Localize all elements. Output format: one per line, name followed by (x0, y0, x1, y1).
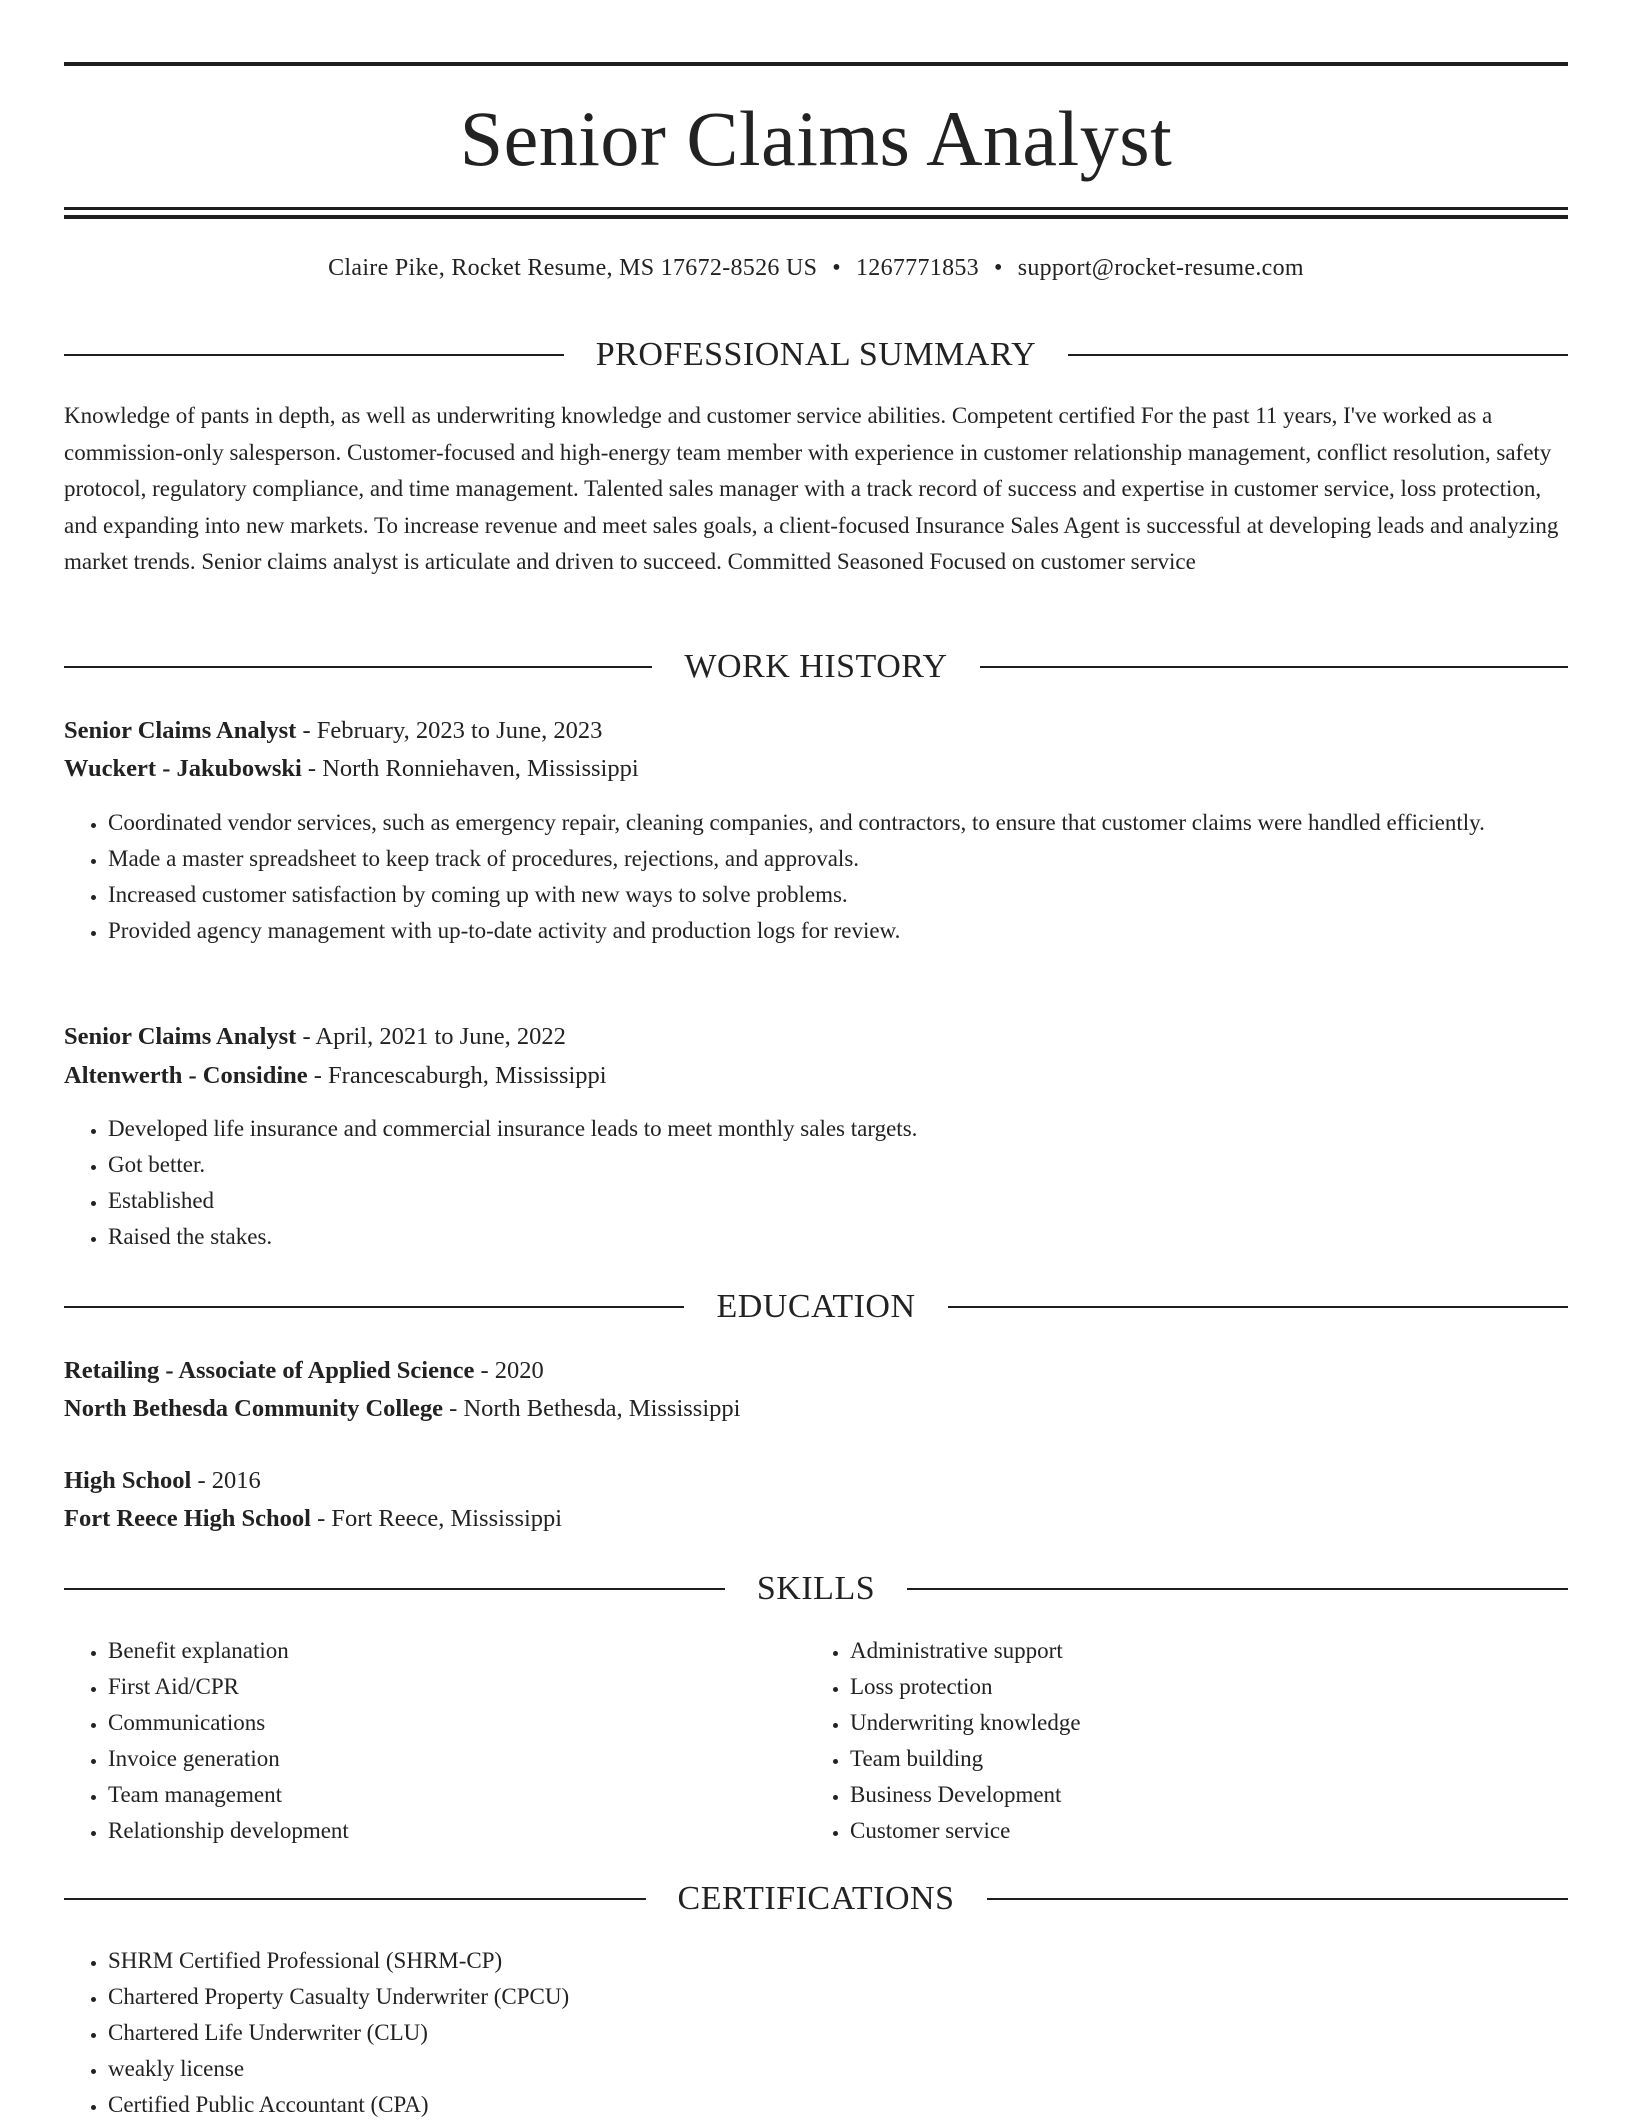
education-year: - 2020 (474, 1357, 544, 1384)
job-dates: - February, 2023 to June, 2023 (296, 717, 603, 744)
heading-rule (64, 1306, 684, 1308)
job-company-line (64, 1057, 607, 1095)
education-school-line (64, 1500, 562, 1538)
skill-item: • Business Development (850, 1777, 1550, 1813)
contact-separator: • (993, 255, 1003, 281)
education-year: - 2016 (191, 1467, 261, 1494)
education-school: North Bethesda Community College (64, 1395, 444, 1422)
education-degree-line (64, 1462, 261, 1500)
summary-text: Knowledge of pants in depth, as well as underwriting knowledge and customer service abilities. Competent certified For the past 11 years, I've worked as a commission-only salesperson. Customer-focused and high-energy team member with experience in customer relationship management, conflict resolution, safety protocol, regulatory compliance, and time management. Talented sales manager with a track record of success and expertise in customer service, loss protection, and expanding into new markets. To increase revenue and meet sales goals, a client-focused Insurance Sales Agent is successful at developing leads and analyzing market trends. Senior claims analyst is articulate and driven to succeed. Committed Seasoned Focused on customer service (64, 403, 1559, 574)
skill-item: • Relationship development (108, 1813, 808, 1849)
job-title-line (64, 1018, 566, 1056)
skill-item: • First Aid/CPR (108, 1669, 808, 1705)
education-location: - North Bethesda, Mississippi (443, 1395, 741, 1422)
section-heading-education (64, 1285, 1568, 1329)
certification-item: • Chartered Life Underwriter (CLU) (108, 2015, 1568, 2051)
heading-rule (987, 1898, 1569, 1900)
certification-item: • weakly license (108, 2051, 1568, 2087)
job-bullets (64, 1111, 1568, 1255)
skill-item: • Benefit explanation (108, 1633, 808, 1669)
list-item: • Established (108, 1183, 1568, 1219)
skill-item: • Customer service (850, 1813, 1550, 1849)
certification-item: • Certified Public Accountant (CPA) (108, 2087, 1568, 2123)
education-location: - Fort Reece, Mississippi (311, 1505, 563, 1532)
job-location: - Francescaburgh, Mississippi (307, 1062, 607, 1089)
list-item: • Provided agency management with up-to-date activity and production logs for review. (108, 913, 1568, 949)
job-title-line (64, 712, 602, 750)
section-title: PROFESSIONAL SUMMARY (595, 336, 1037, 373)
contact-line (64, 252, 1568, 284)
contact-email: support@rocket-resume.com (1017, 255, 1304, 281)
job-company-line (64, 750, 639, 788)
skills-list-left (64, 1633, 808, 1849)
section-title: SKILLS (756, 1570, 876, 1607)
skill-item: • Loss protection (850, 1669, 1550, 1705)
job-location: - North Ronniehaven, Mississippi (301, 755, 639, 782)
job-title: Senior Claims Analyst (64, 717, 297, 744)
section-title: WORK HISTORY (684, 648, 948, 685)
job-title: Senior Claims Analyst (64, 1023, 297, 1050)
education-degree-line (64, 1352, 544, 1390)
skill-item: • Administrative support (850, 1633, 1550, 1669)
job-dates: - April, 2021 to June, 2022 (296, 1023, 566, 1050)
skill-item: • Communications (108, 1705, 808, 1741)
contact-separator: • (832, 255, 841, 281)
job-company: Altenwerth - Considine (64, 1062, 308, 1089)
list-item: • Got better. (108, 1147, 1568, 1183)
heading-rule (64, 354, 564, 356)
section-title: EDUCATION (716, 1288, 916, 1325)
education-degree: Retailing - Associate of Applied Science (64, 1357, 475, 1384)
heading-rule (64, 666, 652, 668)
skill-item: • Invoice generation (108, 1741, 808, 1777)
heading-rule (64, 1898, 646, 1900)
section-heading-work-history (64, 645, 1568, 689)
certification-item: • SHRM Certified Professional (SHRM-CP) (108, 1943, 1568, 1979)
certification-item: • Chartered Property Casualty Underwriter (CPCU) (108, 1979, 1568, 2015)
section-heading-certifications (64, 1877, 1568, 1921)
top-rule (64, 62, 1568, 66)
skill-item: • Team management (108, 1777, 808, 1813)
list-item: • Developed life insurance and commercial insurance leads to meet monthly sales targets. (108, 1111, 1568, 1147)
section-heading-skills (64, 1567, 1568, 1611)
education-school-line (64, 1390, 740, 1428)
education-degree: High School (64, 1467, 192, 1494)
job-bullets (64, 805, 1568, 949)
job-company: Wuckert - Jakubowski (64, 755, 302, 782)
resume-title: Senior Claims Analyst (459, 95, 1173, 182)
skill-item: • Team building (850, 1741, 1550, 1777)
section-heading-summary (64, 333, 1568, 377)
heading-rule (907, 1588, 1568, 1590)
title-block (64, 62, 1568, 182)
education-school: Fort Reece High School (64, 1505, 311, 1532)
contact-address: Claire Pike, Rocket Resume, MS 17672-8526 US (328, 255, 818, 281)
heading-rule (980, 666, 1568, 668)
skill-item: • Underwriting knowledge (850, 1705, 1550, 1741)
list-item: • Coordinated vendor services, such as emergency repair, cleaning companies, and contractors, to ensure that customer claims were handled efficiently. (108, 805, 1568, 841)
list-item: • Increased customer satisfaction by coming up with new ways to solve problems. (108, 877, 1568, 913)
list-item: • Raised the stakes. (108, 1219, 1568, 1255)
heading-rule (1068, 354, 1568, 356)
certifications-list (64, 1943, 1568, 2123)
heading-rule (948, 1306, 1568, 1308)
list-item: • Made a master spreadsheet to keep track of procedures, rejections, and approvals. (108, 841, 1568, 877)
section-title: CERTIFICATIONS (677, 1880, 955, 1917)
contact-phone: 1267771853 (855, 255, 979, 281)
heading-rule (64, 1588, 725, 1590)
skills-list-right (806, 1633, 1550, 1849)
title-double-rule (64, 207, 1568, 219)
